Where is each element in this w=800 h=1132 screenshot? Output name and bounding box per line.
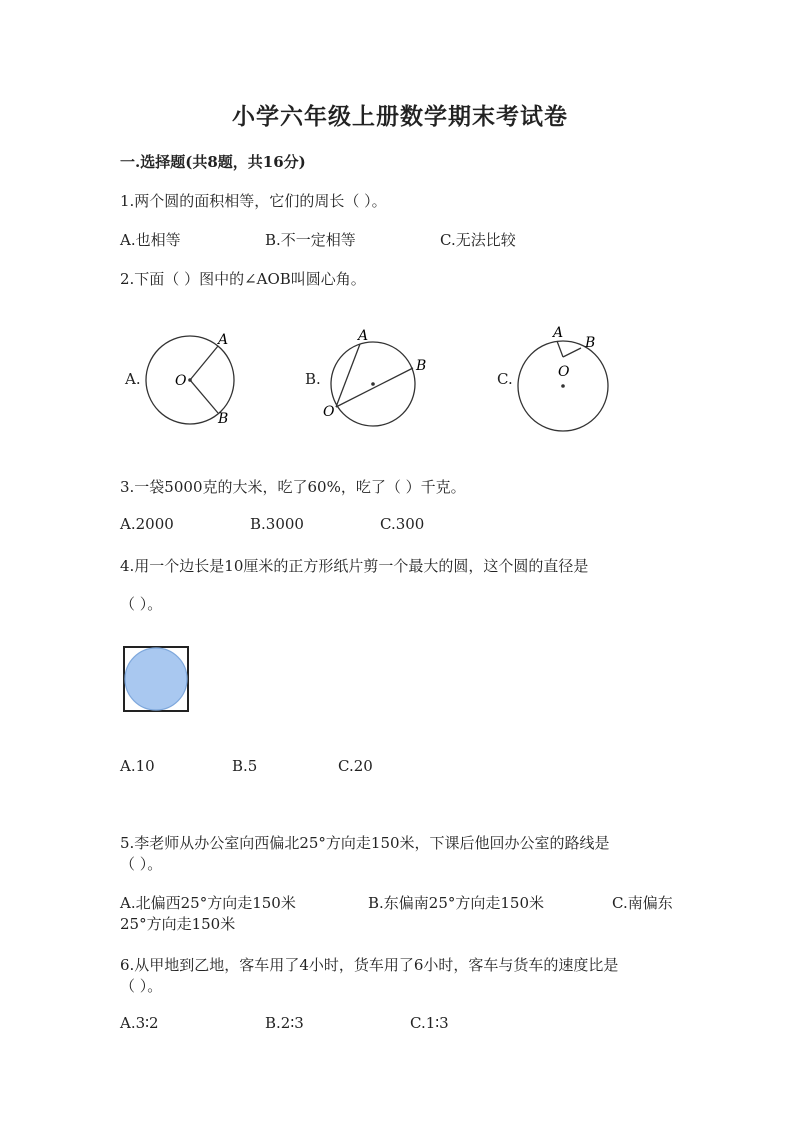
q5-option-b[interactable]: B.东偏南25°方向走150米: [368, 894, 545, 912]
q3-option-a[interactable]: A.2000: [120, 515, 174, 533]
label-a: A: [553, 325, 564, 341]
q2-option-b[interactable]: B.: [305, 370, 321, 388]
square-with-circle-figure: [122, 645, 192, 715]
label-o: O: [558, 364, 570, 380]
label-b: B: [218, 411, 229, 427]
question-3: 3.一袋5000克的大米，吃了60%，吃了（ ）千克。: [120, 478, 466, 496]
q6-option-b[interactable]: B.2∶3: [265, 1014, 304, 1032]
q1-option-c[interactable]: C.无法比较: [440, 231, 516, 249]
q6-option-a[interactable]: A.3∶2: [120, 1014, 159, 1032]
figure-b: [323, 328, 426, 426]
q2-option-a[interactable]: A.: [125, 370, 141, 388]
label-a: A: [218, 332, 229, 348]
label-a: A: [358, 328, 369, 344]
label-b: B: [585, 335, 596, 351]
q4-option-c[interactable]: C.20: [338, 757, 373, 775]
figure-c: [518, 325, 608, 431]
q4-option-a[interactable]: A.10: [120, 757, 155, 775]
q2-option-c[interactable]: C.: [497, 370, 513, 388]
q5-option-a[interactable]: A.北偏西25°方向走150米: [120, 894, 296, 912]
question-2: 2.下面（ ）图中的∠AOB叫圆心角。: [120, 270, 366, 288]
label-o: O: [175, 373, 187, 389]
section-heading: 一.选择题(共8题，共16分): [120, 153, 306, 171]
question-6-line1: 6.从甲地到乙地，客车用了4小时，货车用了6小时，客车与货车的速度比是: [120, 956, 619, 974]
question-4-line2: （ ）。: [120, 595, 163, 613]
inscribed-circle: [125, 648, 187, 710]
q1-option-a[interactable]: A.也相等: [120, 231, 181, 249]
figure-a: [146, 332, 234, 427]
label-o: O: [323, 404, 335, 420]
q4-option-b[interactable]: B.5: [232, 757, 258, 775]
q3-option-b[interactable]: B.3000: [250, 515, 304, 533]
page-title: 小学六年级上册数学期末考试卷: [232, 103, 568, 130]
q1-option-b[interactable]: B.不一定相等: [265, 231, 356, 249]
question-5-line2: （ ）。: [120, 855, 163, 873]
q5-option-c-continued: 25°方向走150米: [120, 915, 236, 933]
question-4-line1: 4.用一个边长是10厘米的正方形纸片剪一个最大的圆，这个圆的直径是: [120, 557, 589, 575]
label-b: B: [416, 358, 427, 374]
q5-option-c[interactable]: C.南偏东: [612, 894, 673, 912]
q3-option-c[interactable]: C.300: [380, 515, 425, 533]
question-1: 1.两个圆的面积相等，它们的周长（ ）。: [120, 192, 387, 210]
q6-option-c[interactable]: C.1∶3: [410, 1014, 449, 1032]
question-5-line1: 5.李老师从办公室向西偏北25°方向走150米，下课后他回办公室的路线是: [120, 834, 610, 852]
question-6-line2: （ ）。: [120, 977, 163, 995]
q2-figures: [130, 320, 690, 440]
